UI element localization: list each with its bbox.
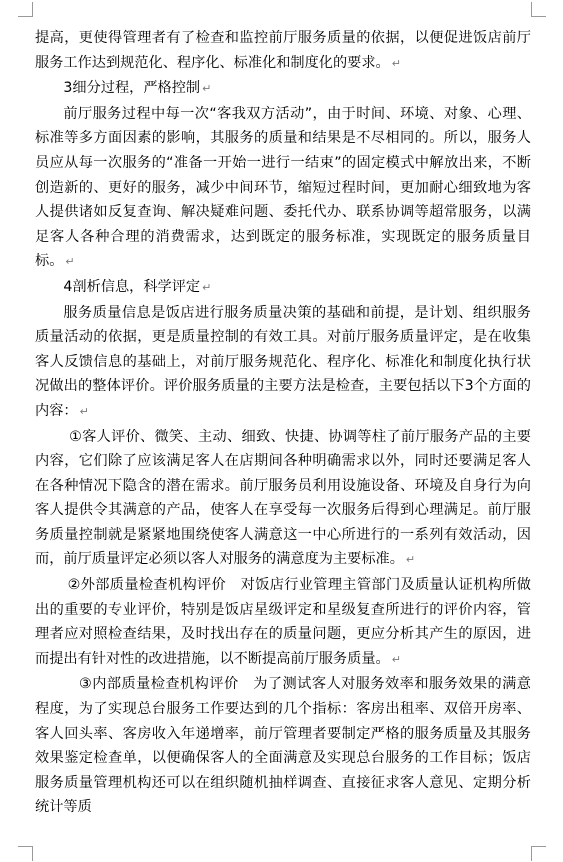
crop-mark-top-left: [18, 2, 33, 17]
paragraph-mark: ↵: [79, 404, 89, 418]
paragraph-mark: ↵: [405, 553, 416, 567]
paragraph-continuation: 提高，更使得管理者有了检查和监控前厅服务质量的依据，以便促进饭店前厅服务工作达到规范化、程序化、标准化和制度化的要求。 ↵: [35, 30, 531, 71]
section-heading-4: 4剖析信息，科学评定 ↵: [63, 278, 212, 295]
paragraph-mark: ↵: [391, 56, 401, 70]
document-body: [35, 26, 531, 821]
paragraph-mark: ↵: [202, 82, 212, 96]
paragraph-internal-evaluation: ③内部质量检查机构评价 为了测试客人对服务效率和服务效果的满意程度，为了实现总台服务工作要达到的几个指标：客房出租率、双倍开房率、客人回头率、客房收入年递增率，前厅管理者要制定严格的服务质量及其服务效果鉴定检查单，以便确保客人的全面满意及实现总台服务的工作目标；饭店服务质量管理机构还可以在组织随机抽样调查、直接征求客人意见、定期分析统计等质: [35, 676, 531, 816]
paragraph-mark: ↵: [65, 255, 75, 269]
crop-mark-bottom-right: [531, 846, 546, 861]
paragraph-mark: ↵: [202, 280, 212, 294]
crop-mark-bottom-left: [18, 846, 33, 861]
paragraph-external-evaluation: ②外部质量检查机构评价 对饭店行业管理主管部门及质量认证机构所做出的重要的专业评价，特别是饭店星级评定和星级复查所进行的评价内容，管理者应对照检查结果，及时找出存在的质量问题，更应分析其产生的原因，进而提出有针对性的改进措施，以不断提高前厅服务质量。 ↵: [35, 577, 531, 667]
section-heading-3: 3细分过程，严格控制 ↵: [63, 80, 212, 97]
paragraph-quality-info: 服务质量信息是饭店进行服务质量决策的基础和前提，是计划、组织服务质量活动的依据，更是质量控制的有效工具。对前厅服务质量评定，是在收集客人反馈信息的基础上，对前厅服务规范化、程序化、标准化和制度化执行状况做出的整体评价。评价服务质量的主要方法是检查，主要包括以下3个方面的内容： ↵: [35, 304, 531, 419]
paragraph-customer-evaluation: ①客人评价、微笑、主动、细致、快捷、协调等柱了前厅服务产品的主要内容，它们除了应该满足客人在店期间各种明确需求以外，同时还要满足客人在各种情况下隐含的潜在需求。前厅服务员利用设施设备、环境及自身行为向客人提供令其满意的产品，使客人在享受每一次服务后得到心理满足。前厅服务质量控制就是紧紧地围绕使客人满意这一中心所进行的一系列有效活动，因而，前厅质量评定必须以客人对服务的满意度为主要标准。 ↵: [35, 428, 531, 568]
crop-mark-top-right: [531, 2, 546, 17]
paragraph-mark: ↵: [391, 652, 401, 666]
paragraph-service-process: 前厅服务过程中每一次“客我双方活动”，由于时间、环境、对象、心理、标准等多方面因素的影响，其服务的质量和结果是不尽相同的。所以，服务人员应从每一次服务的“准备一开始一进行一结束”的固定模式中解放出来，不断创造新的、更好的服务，减少中间环节，缩短过程时间，更加耐心细致地为客人提供诸如反复查询、解决疑难问题、委托代办、联系协调等超常服务，以满足客人各种合理的消费需求，达到既定的服务标准，实现既定的服务质量目标。 ↵: [35, 105, 531, 270]
